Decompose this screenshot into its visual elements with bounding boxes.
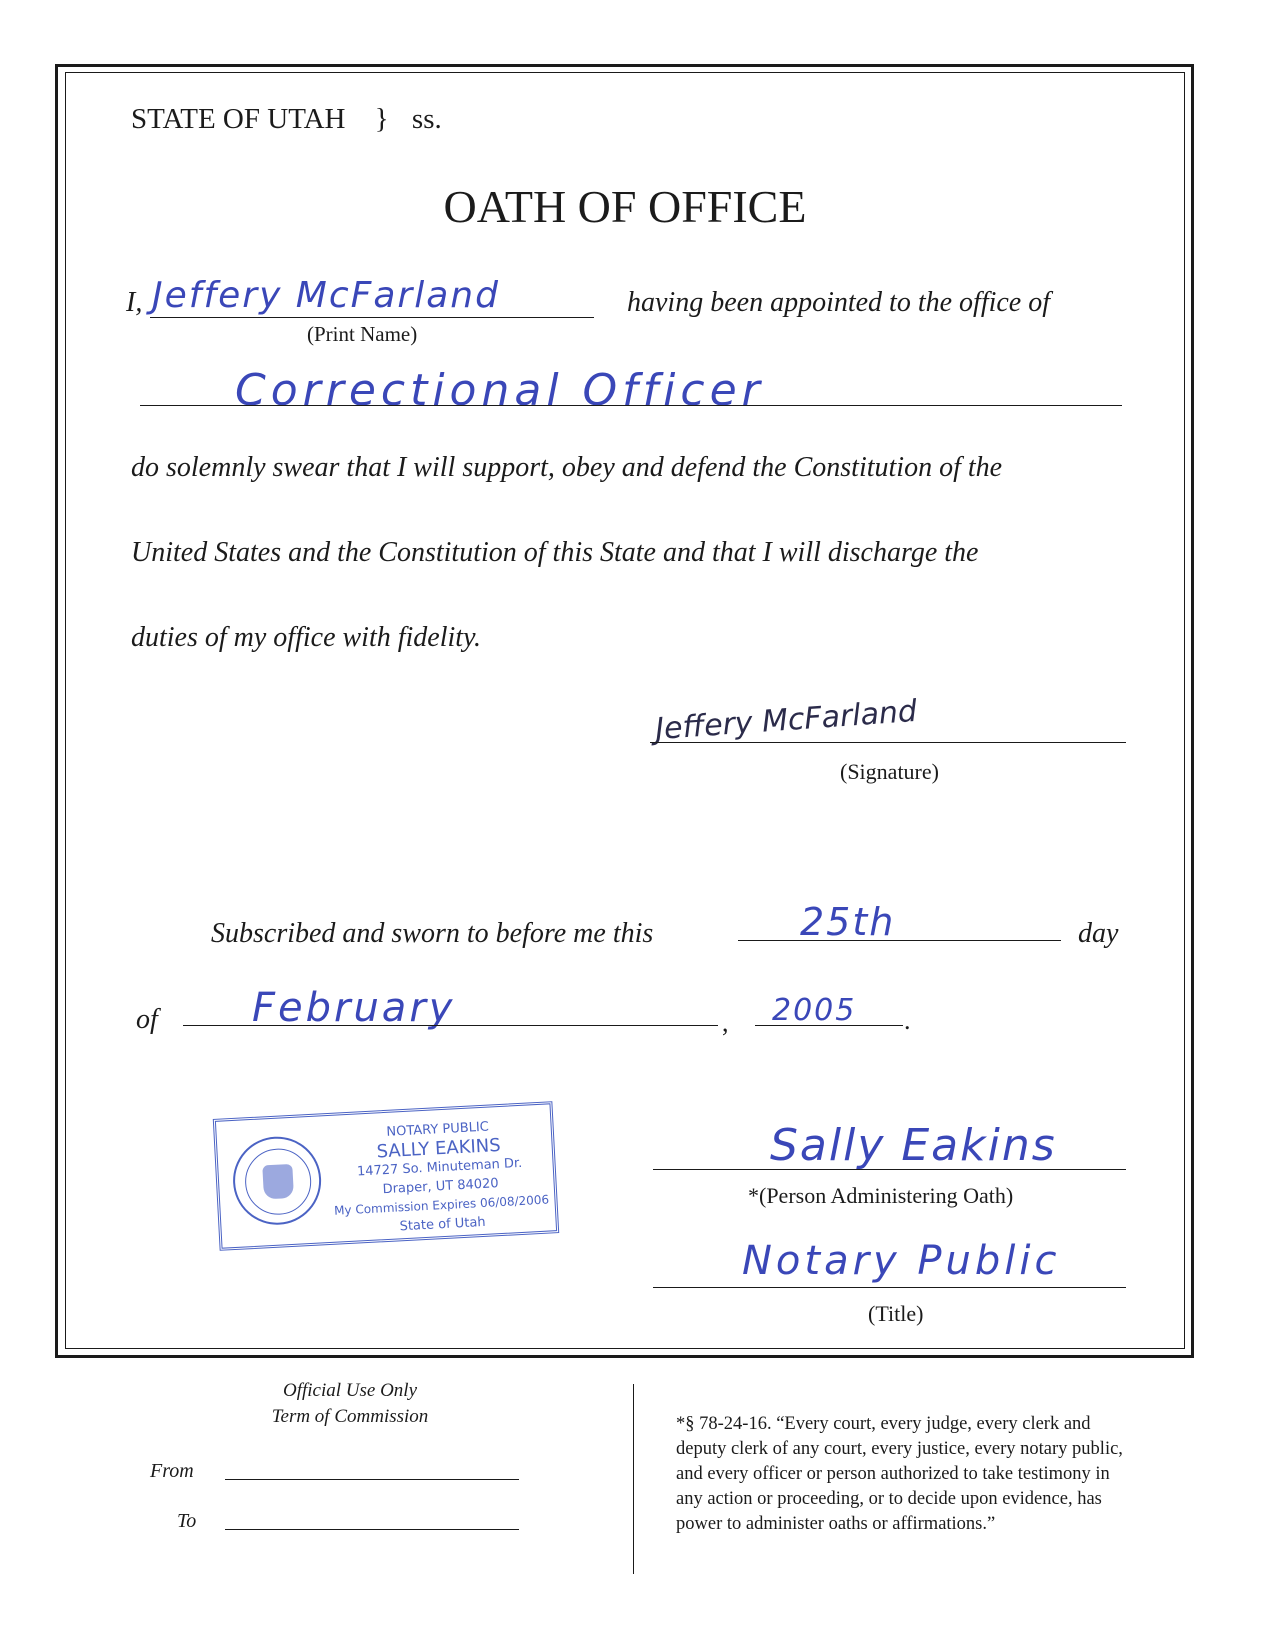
stamp-text [328, 1115, 552, 1240]
official-use-line-2: Term of Commission [271, 1406, 429, 1427]
footnote-line-3: and every officer or person authorized to take testimony in [676, 1464, 1110, 1484]
statute-footnote [676, 1412, 1123, 1537]
oath-prefix: I, [126, 287, 143, 318]
footnote-line-4: any action or proceeding, or to decide upon evidence, has [676, 1489, 1102, 1509]
official-use-heading [210, 1378, 490, 1430]
stamp-line-4: Draper, UT 84020 [382, 1176, 500, 1198]
title-label: (Title) [868, 1301, 924, 1326]
oath-body-line-3: duties of my office with fidelity. [131, 622, 481, 653]
office-handwritten: Correctional Officer [235, 365, 765, 416]
day-line [738, 940, 1061, 941]
signature-label: (Signature) [840, 759, 939, 784]
oath-body-line-1: do solemnly swear that I will support, obey and defend the Constitution of the [131, 452, 1003, 483]
month-line [183, 1025, 718, 1026]
day-label: day [1078, 918, 1119, 949]
print-name-label: (Print Name) [307, 322, 418, 346]
document-title: OATH OF OFFICE [443, 181, 807, 232]
stamp-line-5: My Commission Expires 06/08/2006 [333, 1192, 550, 1218]
day-handwritten: 25th [800, 900, 896, 944]
administrator-signature-handwritten: Sally Eakins [770, 1120, 1057, 1171]
ss-label: ss. [411, 103, 442, 135]
stamp-line-6: State of Utah [399, 1214, 486, 1235]
title-line [653, 1287, 1126, 1288]
name-line [150, 317, 594, 318]
venue-brace: } [374, 103, 389, 135]
administrator-label: *(Person Administering Oath) [748, 1183, 1014, 1208]
appointed-text: having been appointed to the office of [627, 287, 1051, 318]
printed-name-handwritten: Jeffery McFarland [152, 275, 500, 316]
to-label: To [177, 1510, 197, 1532]
office-line [140, 405, 1122, 406]
from-label: From [150, 1460, 194, 1482]
month-comma: , [722, 1008, 729, 1037]
month-handwritten: February [252, 985, 456, 1031]
stamp-line-2: SALLY EAKINS [376, 1134, 502, 1163]
year-handwritten: 2005 [772, 993, 857, 1028]
official-use-line-1: Official Use Only [282, 1380, 418, 1401]
year-line [755, 1025, 903, 1026]
state-label: STATE OF UTAH [131, 103, 346, 135]
administrator-line [653, 1169, 1126, 1170]
notary-stamp [213, 1101, 559, 1251]
venue-header [131, 103, 442, 136]
oath-body-line-2: United States and the Constitution of this State and that I will discharge the [131, 537, 979, 568]
to-line [225, 1529, 519, 1530]
state-seal-icon [231, 1134, 323, 1226]
footer-divider [633, 1384, 634, 1574]
footnote-line-1: *§ 78-24-16. “Every court, every judge, every clerk and [676, 1414, 1091, 1434]
sworn-text: Subscribed and sworn to before me this [211, 918, 654, 949]
from-line [225, 1479, 519, 1480]
title-handwritten: Notary Public [742, 1238, 1061, 1284]
of-label: of [136, 1004, 158, 1035]
signature-line [650, 742, 1126, 743]
footnote-line-2: deputy clerk of any court, every justice, every notary public, [676, 1439, 1123, 1459]
year-period: . [904, 1006, 911, 1035]
stamp-line-1: NOTARY PUBLIC [386, 1119, 490, 1140]
officer-signature-handwritten: Jeffery McFarland [654, 693, 919, 748]
footnote-line-5: power to administer oaths or affirmations.” [676, 1514, 996, 1534]
stamp-line-3: 14727 So. Minuteman Dr. [356, 1155, 523, 1180]
